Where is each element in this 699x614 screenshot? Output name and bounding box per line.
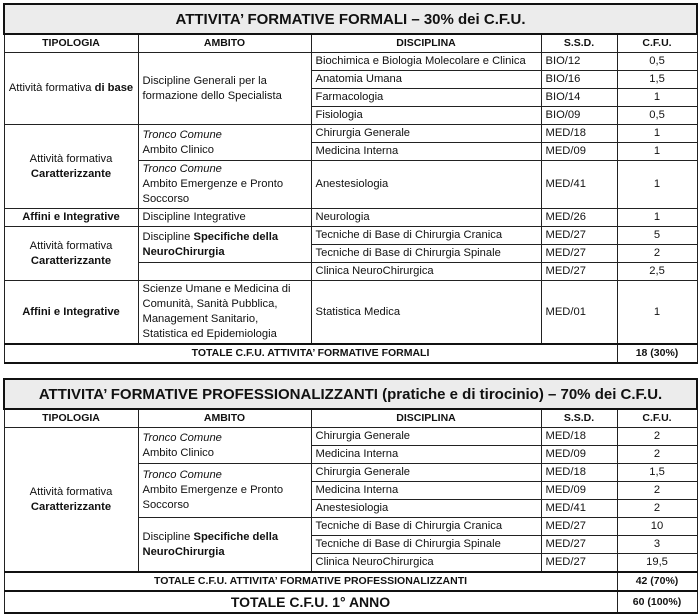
ssd-cell: BIO/09 bbox=[541, 107, 617, 125]
tipologia-bold-text: di base bbox=[94, 82, 134, 94]
tipologia-text: Attività formativa bbox=[29, 485, 113, 498]
disciplina-cell: Tecniche di Base di Chirurgia Spinale bbox=[311, 245, 541, 263]
ssd-cell: BIO/16 bbox=[541, 71, 617, 89]
disciplina-cell: Anestesiologia bbox=[311, 500, 541, 518]
ssd-cell: MED/27 bbox=[541, 245, 617, 263]
disciplina-cell: Clinica NeuroChirurgica bbox=[311, 554, 541, 573]
total-row bbox=[4, 572, 697, 591]
cfu-cell: 1 bbox=[617, 89, 697, 107]
disciplina-cell: Medicina Interna bbox=[311, 143, 541, 161]
ssd-cell: MED/09 bbox=[541, 143, 617, 161]
cfu-cell: 0,5 bbox=[617, 107, 697, 125]
disciplina-cell: Chirurgia Generale bbox=[311, 125, 541, 143]
grand-total-label: TOTALE C.F.U. 1° ANNO bbox=[4, 591, 617, 613]
column-header-cfu: C.F.U. bbox=[617, 34, 697, 53]
ambito-cell bbox=[138, 125, 311, 161]
tipologia-bold-text: Caratterizzante bbox=[30, 500, 112, 513]
ambito-cell bbox=[138, 518, 311, 573]
ambito-text: Discipline bbox=[142, 230, 194, 243]
ssd-cell: MED/09 bbox=[541, 482, 617, 500]
cfu-cell: 2,5 bbox=[617, 263, 697, 281]
ssd-cell: MED/18 bbox=[541, 464, 617, 482]
total-value: 42 (70%) bbox=[617, 572, 697, 591]
tronco-comune-label: Tronco Comune bbox=[142, 128, 222, 141]
ambito-cell: Discipline Generali per la formazione dello Specialista bbox=[138, 53, 311, 125]
cfu-cell: 19,5 bbox=[617, 554, 697, 573]
tipologia-text: Attività formativa bbox=[29, 152, 113, 165]
ssd-cell: MED/18 bbox=[541, 428, 617, 446]
disciplina-cell: Neurologia bbox=[311, 209, 541, 227]
disciplina-cell: Anatomia Umana bbox=[311, 71, 541, 89]
cfu-cell: 2 bbox=[617, 500, 697, 518]
ambito-emergenze-label: Ambito Emergenze e Pronto Soccorso bbox=[142, 178, 284, 205]
table-row bbox=[4, 125, 697, 143]
column-header-cfu: C.F.U. bbox=[617, 409, 697, 428]
cfu-cell: 1 bbox=[617, 125, 697, 143]
table-title: ATTIVITA’ FORMATIVE PROFESSIONALIZZANTI (pratiche e di tirocinio) – 70% dei C.F.U. bbox=[4, 379, 697, 409]
ssd-cell: MED/01 bbox=[541, 281, 617, 345]
ssd-cell: MED/27 bbox=[541, 263, 617, 281]
ambito-text: Discipline bbox=[142, 530, 194, 543]
cfu-cell: 1,5 bbox=[617, 71, 697, 89]
cfu-cell: 1 bbox=[617, 281, 697, 345]
professional-activities-section bbox=[3, 378, 696, 614]
cfu-cell: 1 bbox=[617, 161, 697, 209]
tipologia-cell bbox=[4, 125, 138, 209]
tronco-comune-label: Tronco Comune bbox=[142, 163, 222, 175]
table-row bbox=[4, 227, 697, 245]
column-header-ambito: AMBITO bbox=[138, 409, 311, 428]
ssd-cell: MED/27 bbox=[541, 536, 617, 554]
disciplina-cell: Medicina Interna bbox=[311, 446, 541, 464]
ambito-cell bbox=[138, 464, 311, 518]
ambito-cell bbox=[138, 227, 311, 263]
cfu-cell: 1 bbox=[617, 143, 697, 161]
ssd-cell: MED/27 bbox=[541, 554, 617, 573]
tipologia-cell: Affini e Integrative bbox=[4, 209, 138, 227]
cfu-cell: 5 bbox=[617, 227, 697, 245]
table-title: ATTIVITA’ FORMATIVE FORMALI – 30% dei C.F.U. bbox=[4, 4, 697, 34]
column-header-ssd: S.S.D. bbox=[541, 34, 617, 53]
tronco-comune-label: Tronco Comune bbox=[142, 469, 222, 481]
total-row bbox=[4, 344, 697, 363]
table-row bbox=[4, 53, 697, 71]
table-row bbox=[4, 209, 697, 227]
cfu-cell: 1 bbox=[617, 209, 697, 227]
ssd-cell: BIO/12 bbox=[541, 53, 617, 71]
disciplina-cell: Chirurgia Generale bbox=[311, 464, 541, 482]
cfu-cell: 3 bbox=[617, 536, 697, 554]
table-row bbox=[4, 281, 697, 345]
ambito-bold-text: Specifiche della NeuroChirurgia bbox=[142, 230, 279, 258]
formal-activities-section bbox=[3, 3, 696, 364]
cfu-cell: 2 bbox=[617, 482, 697, 500]
disciplina-cell: Fisiologia bbox=[311, 107, 541, 125]
ssd-cell: MED/41 bbox=[541, 500, 617, 518]
total-value: 18 (30%) bbox=[617, 344, 697, 363]
ambito-emergenze-label: Ambito Emergenze e Pronto Soccorso bbox=[142, 484, 284, 511]
ssd-cell: MED/27 bbox=[541, 518, 617, 536]
ambito-bold-text: Specifiche della NeuroChirurgia bbox=[142, 530, 279, 558]
table-row bbox=[4, 428, 697, 446]
cfu-cell: 2 bbox=[617, 245, 697, 263]
tipologia-bold-text: Caratterizzante bbox=[30, 167, 112, 180]
grand-total-value: 60 (100%) bbox=[617, 591, 697, 613]
column-header-disciplina: DISCIPLINA bbox=[311, 34, 541, 53]
tipologia-bold-text: Caratterizzante bbox=[30, 254, 112, 267]
ssd-cell: MED/27 bbox=[541, 227, 617, 245]
disciplina-cell: Statistica Medica bbox=[311, 281, 541, 345]
total-label: TOTALE C.F.U. ATTIVITA’ FORMATIVE PROFESSIONALIZZANTI bbox=[4, 572, 617, 591]
disciplina-cell: Biochimica e Biologia Molecolare e Clinica bbox=[311, 53, 541, 71]
column-header-disciplina: DISCIPLINA bbox=[311, 409, 541, 428]
column-header-ambito: AMBITO bbox=[138, 34, 311, 53]
disciplina-cell: Farmacologia bbox=[311, 89, 541, 107]
cfu-cell: 2 bbox=[617, 428, 697, 446]
ssd-cell: MED/26 bbox=[541, 209, 617, 227]
ambito-clinico-label: Ambito Clinico bbox=[142, 446, 215, 459]
column-header-tipologia: TIPOLOGIA bbox=[4, 34, 138, 53]
tipologia-cell bbox=[4, 428, 138, 573]
cfu-cell: 2 bbox=[617, 446, 697, 464]
ssd-cell: BIO/14 bbox=[541, 89, 617, 107]
ssd-cell: MED/18 bbox=[541, 125, 617, 143]
total-label: TOTALE C.F.U. ATTIVITA’ FORMATIVE FORMALI bbox=[4, 344, 617, 363]
ambito-cell bbox=[138, 428, 311, 464]
ambito-cell: Discipline Integrative bbox=[138, 209, 311, 227]
ambito-cell bbox=[138, 161, 311, 209]
tipologia-cell: Affini e Integrative bbox=[4, 281, 138, 345]
ambito-cell: Scienze Umane e Medicina di Comunità, Sanità Pubblica, Management Sanitario, Statistica ed Epidemiologia bbox=[138, 281, 311, 345]
disciplina-cell: Tecniche di Base di Chirurgia Cranica bbox=[311, 227, 541, 245]
ssd-cell: MED/41 bbox=[541, 161, 617, 209]
cfu-cell: 1,5 bbox=[617, 464, 697, 482]
disciplina-cell: Medicina Interna bbox=[311, 482, 541, 500]
ambito-clinico-label: Ambito Clinico bbox=[142, 143, 215, 156]
disciplina-cell: Chirurgia Generale bbox=[311, 428, 541, 446]
grand-total-row bbox=[4, 591, 697, 613]
disciplina-cell: Tecniche di Base di Chirurgia Spinale bbox=[311, 536, 541, 554]
professional-activities-table bbox=[3, 378, 698, 614]
disciplina-cell: Clinica NeuroChirurgica bbox=[311, 263, 541, 281]
disciplina-cell: Anestesiologia bbox=[311, 161, 541, 209]
cfu-cell: 0,5 bbox=[617, 53, 697, 71]
tipologia-text: Attività formativa bbox=[8, 82, 95, 94]
formal-activities-table bbox=[3, 3, 698, 364]
column-header-tipologia: TIPOLOGIA bbox=[4, 409, 138, 428]
ambito-cell bbox=[138, 263, 311, 281]
disciplina-cell: Tecniche di Base di Chirurgia Cranica bbox=[311, 518, 541, 536]
cfu-cell: 10 bbox=[617, 518, 697, 536]
tronco-comune-label: Tronco Comune bbox=[142, 431, 222, 444]
ssd-cell: MED/09 bbox=[541, 446, 617, 464]
tipologia-cell bbox=[4, 227, 138, 281]
tipologia-cell bbox=[4, 53, 138, 125]
tipologia-text: Attività formativa bbox=[29, 239, 113, 252]
column-header-ssd: S.S.D. bbox=[541, 409, 617, 428]
